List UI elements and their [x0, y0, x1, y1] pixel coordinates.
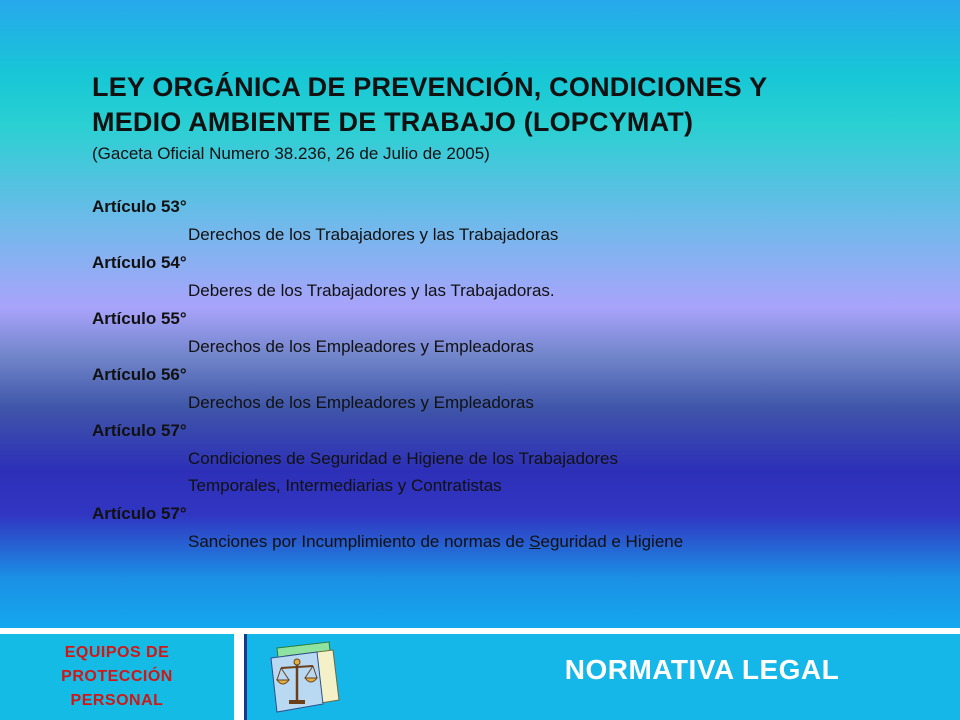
- footer-section-label: [0, 634, 234, 720]
- article-56: [92, 360, 892, 416]
- article-57-conditions: [92, 416, 892, 499]
- article-description: Derechos de los Empleadores y Empleadoras: [188, 393, 534, 412]
- article-54: [92, 248, 892, 304]
- slide-footer: [0, 628, 960, 720]
- slide-content: [92, 70, 892, 555]
- article-description: [92, 528, 892, 555]
- gazette-reference: (Gaceta Oficial Numero 38.236, 26 de Julio de 2005): [92, 144, 490, 163]
- article-label: Artículo 55°: [92, 309, 187, 328]
- article-description: Deberes de los Trabajadores y las Trabajadoras.: [188, 281, 555, 300]
- article-description-continued: Temporales, Intermediarias y Contratistas: [188, 476, 502, 495]
- article-label: Artículo 53°: [92, 197, 187, 216]
- article-label: Artículo 57°: [92, 421, 187, 440]
- footer-title: NORMATIVA LEGAL: [564, 654, 840, 685]
- description-underlined-letter: S: [529, 532, 541, 551]
- footer-left-line-1: EQUIPOS DE: [64, 644, 170, 661]
- article-label: Artículo 57°: [92, 504, 187, 523]
- footer-title-bar: [244, 634, 960, 720]
- slide-title: [92, 70, 892, 140]
- footer-left-line-3: PERSONAL: [70, 692, 164, 709]
- scales-of-justice-icon: [263, 636, 343, 716]
- title-line-1: LEY ORGÁNICA DE PREVENCIÓN, CONDICIONES Y: [92, 72, 768, 102]
- article-53: [92, 192, 892, 248]
- article-description: Derechos de los Empleadores y Empleadoras: [188, 337, 534, 356]
- article-description: Condiciones de Seguridad e Higiene de los Trabajadores: [188, 449, 619, 468]
- article-55: [92, 304, 892, 360]
- title-line-2: MEDIO AMBIENTE DE TRABAJO (LOPCYMAT): [92, 107, 694, 137]
- articles-list: [92, 192, 892, 555]
- article-label: Artículo 56°: [92, 365, 187, 384]
- footer-left-line-2: PROTECCIÓN: [61, 668, 173, 685]
- article-description: Derechos de los Trabajadores y las Trabajadoras: [188, 225, 559, 244]
- article-57-sanctions: [92, 499, 892, 555]
- article-label: Artículo 54°: [92, 253, 187, 272]
- description-prefix: Sanciones por Incumplimiento de normas de: [188, 532, 530, 551]
- description-suffix: eguridad e Higiene: [540, 532, 684, 551]
